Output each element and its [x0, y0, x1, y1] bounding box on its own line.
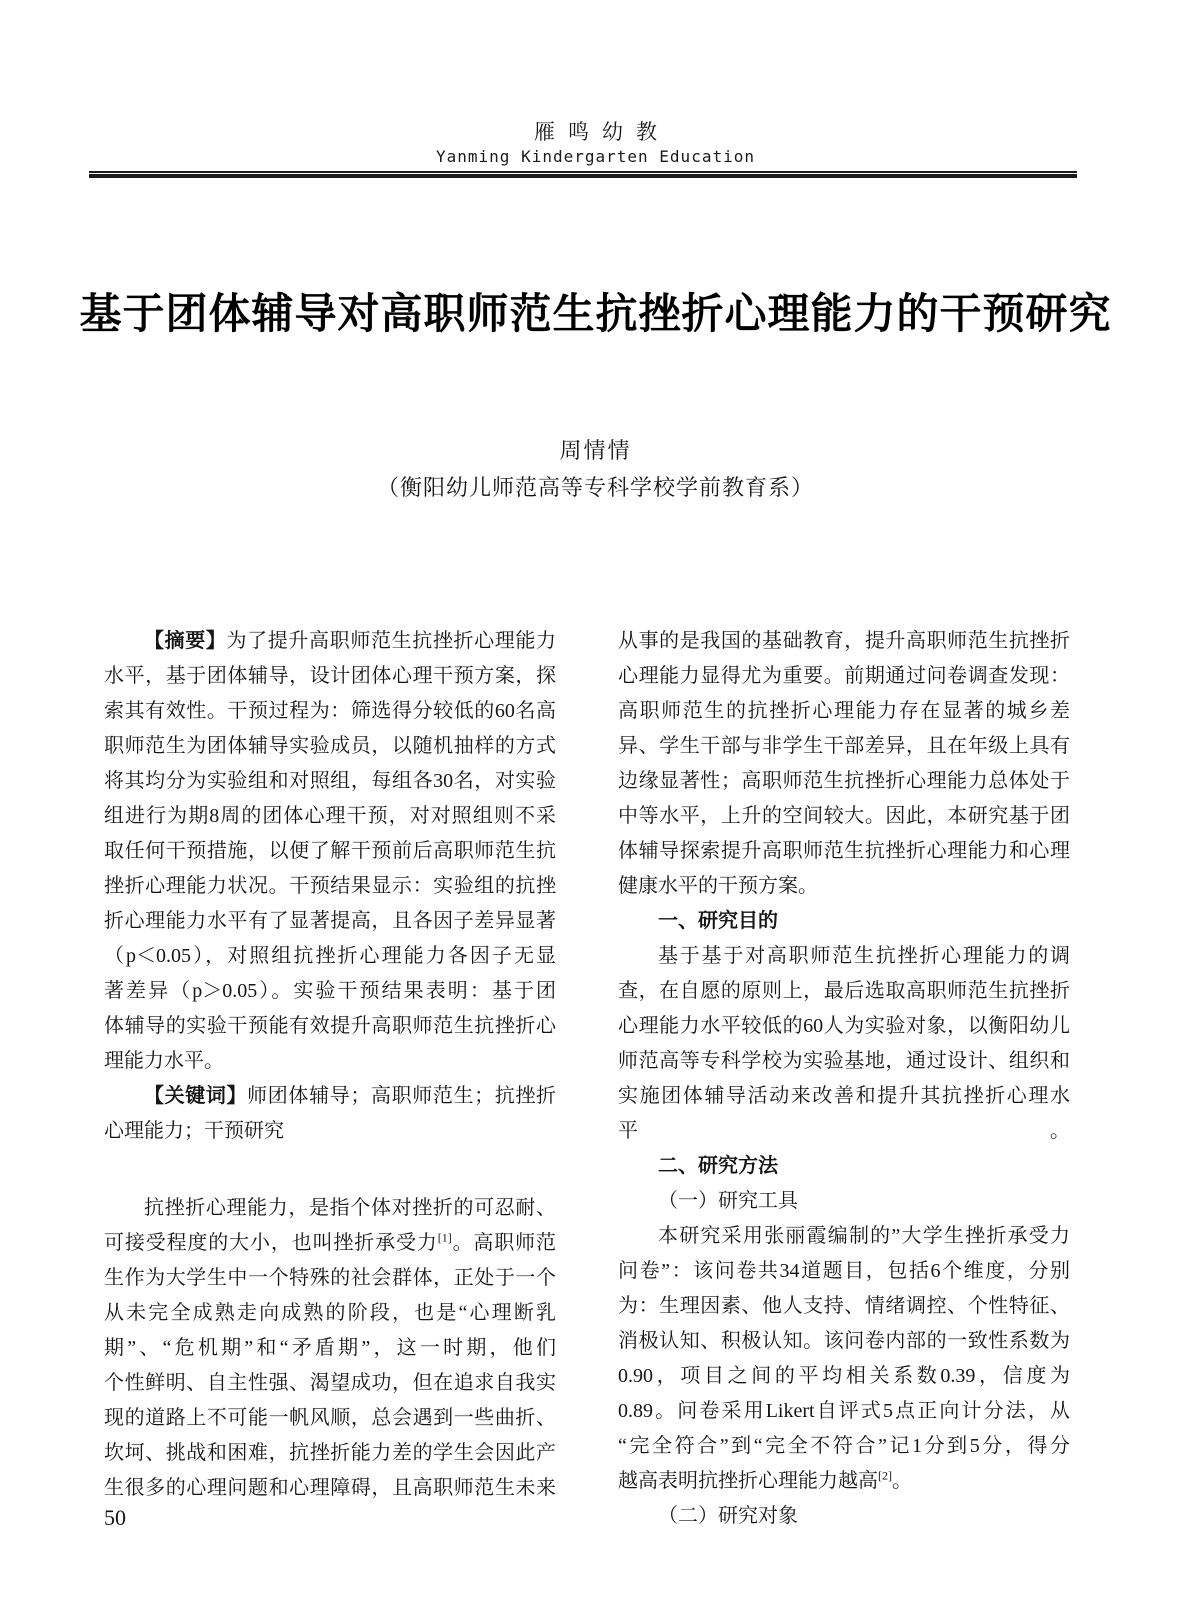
abstract-line: 取任何干预措施，以便了解干预前后高职师范生抗 [104, 840, 556, 862]
body-line: 问卷”：该问卷共34道题目，包括6个维度，分别 [618, 1260, 1070, 1282]
keywords-line [104, 1079, 556, 1114]
abstract-line: 体辅导的实验干预能有效提升高职师范生抗挫折心 [104, 1015, 556, 1037]
body-columns [104, 624, 1070, 1534]
subsection-heading: （一）研究工具 [658, 1190, 798, 1212]
section-heading-2: 二、研究方法 [658, 1155, 778, 1177]
abstract-line [104, 624, 556, 659]
subsection-heading: （二）研究对象 [658, 1505, 798, 1527]
column-left [104, 624, 556, 1534]
body-line: 高职师范生的抗挫折心理能力存在显著的城乡差 [618, 700, 1070, 722]
body-line: 健康水平的干预方案。 [618, 875, 818, 897]
body-line: 心理能力水平较低的60人为实验对象，以衡阳幼儿 [618, 1015, 1070, 1037]
citation-ref-1: [1] [437, 1230, 452, 1245]
section-heading-1: 一、研究目的 [658, 910, 778, 932]
body-line: 查，在自愿的原则上，最后选取高职师范生抗挫折 [618, 980, 1070, 1002]
abstract-line: 职师范生为团体辅导实验成员，以随机抽样的方式 [104, 735, 556, 757]
author-name: 周情情 [559, 438, 632, 463]
body-text: 可接受程度的大小，也叫挫折承受力 [104, 1232, 438, 1254]
abstract-line: 理能力水平。 [104, 1050, 224, 1072]
journal-name: 雁鸣幼教 [534, 120, 670, 144]
body-line: 0.89。问卷采用Likert自评式5点正向计分法，从 [618, 1400, 1070, 1422]
column-right [618, 624, 1070, 1534]
body-line: 抗挫折心理能力，是指个体对挫折的可忍耐、 [144, 1197, 556, 1219]
abstract-label: 【摘要】 [144, 630, 227, 652]
body-line [104, 1226, 556, 1261]
citation-ref-2: [2] [878, 1468, 892, 1483]
body-text: 。高职师范 [451, 1232, 557, 1254]
keywords-label: 【关键词】 [144, 1085, 248, 1107]
body-line: 实施团体辅导活动来改善和提升其抗挫折心理水平。 [618, 1085, 1070, 1142]
body-line: 心理能力显得尤为重要。前期通过问卷调查发现： [618, 665, 1070, 687]
body-line: 本研究采用张丽霞编制的”大学生挫折承受力 [658, 1225, 1070, 1247]
author-affiliation: （衡阳幼儿师范高等专科学校学前教育系） [376, 475, 814, 500]
section-gap [104, 1149, 556, 1191]
body-line: 基于基于对高职师范生抗挫折心理能力的调 [658, 945, 1070, 967]
header-rule [89, 171, 1077, 178]
abstract-line: 著差异（p＞0.05）。实验干预结果表明：基于团 [104, 980, 556, 1002]
body-line: 生作为大学生中一个特殊的社会群体，正处于一个 [104, 1267, 556, 1289]
body-line: 为：生理因素、他人支持、情绪调控、个性特征、 [618, 1295, 1070, 1317]
abstract-line: 组进行为期8周的团体心理干预，对对照组则不采 [104, 805, 556, 827]
abstract-line: 挫折心理能力状况。干预结果显示：实验组的抗挫 [104, 875, 556, 897]
body-line: 中等水平，上升的空间较大。因此，本研究基于团 [618, 805, 1070, 827]
body-line: “完全符合”到“完全不符合”记1分到5分，得分 [618, 1435, 1070, 1457]
body-text: 。 [892, 1470, 912, 1492]
header-rule-thick [89, 174, 1077, 178]
body-line: 从未完全成熟走向成熟的阶段，也是“心理断乳 [104, 1302, 556, 1324]
abstract-line: 索其有效性。干预过程为：筛选得分较低的60名高 [104, 700, 556, 722]
header-rule-thin [89, 171, 1077, 173]
journal-name-en: Yanming Kindergarten Education [436, 147, 755, 166]
body-line: 师范高等专科学校为实验基地，通过设计、组织和 [618, 1050, 1070, 1072]
body-line: 个性鲜明、自主性强、渴望成功，但在追求自我实 [104, 1372, 556, 1394]
abstract-line: 水平，基于团体辅导，设计团体心理干预方案，探 [104, 665, 556, 687]
body-line: 期”、“危机期”和“矛盾期”，这一时期，他们 [104, 1337, 556, 1359]
keywords-line: 心理能力；干预研究 [104, 1120, 284, 1142]
body-line: 消极认知、积极认知。该问卷内部的一致性系数为 [618, 1330, 1070, 1352]
article-title: 基于团体辅导对高职师范生抗挫折心理能力的干预研究 [79, 292, 1112, 338]
body-line: 0.90，项目之间的平均相关系数0.39，信度为 [618, 1365, 1070, 1387]
body-line: 生很多的心理问题和心理障碍，且高职师范生未来 [104, 1477, 556, 1499]
page-number: 50 [104, 1505, 126, 1530]
body-line: 现的道路上不可能一帆风顺，总会遇到一些曲折、 [104, 1407, 556, 1429]
abstract-line: 将其均分为实验组和对照组，每组各30名，对实验 [104, 770, 556, 792]
body-line [618, 1464, 1070, 1499]
body-line: 体辅导探索提升高职师范生抗挫折心理能力和心理 [618, 840, 1070, 862]
abstract-line: 折心理能力水平有了显著提高，且各因子差异显著 [104, 910, 556, 932]
abstract-text: 为了提升高职师范生抗挫折心理能力 [226, 630, 557, 652]
body-line: 异、学生干部与非学生干部差异，且在年级上具有 [618, 735, 1070, 757]
abstract-line: （p＜0.05），对照组抗挫折心理能力各因子无显 [104, 945, 556, 967]
body-line: 从事的是我国的基础教育，提升高职师范生抗挫折 [618, 630, 1070, 652]
body-line: 坎坷、挑战和困难，抗挫折能力差的学生会因此产 [104, 1442, 556, 1464]
body-text: 越高表明抗挫折心理能力越高 [618, 1470, 878, 1492]
body-line: 边缘显著性；高职师范生抗挫折心理能力总体处于 [618, 770, 1070, 792]
keywords-text: 师团体辅导；高职师范生；抗挫折 [247, 1085, 557, 1107]
